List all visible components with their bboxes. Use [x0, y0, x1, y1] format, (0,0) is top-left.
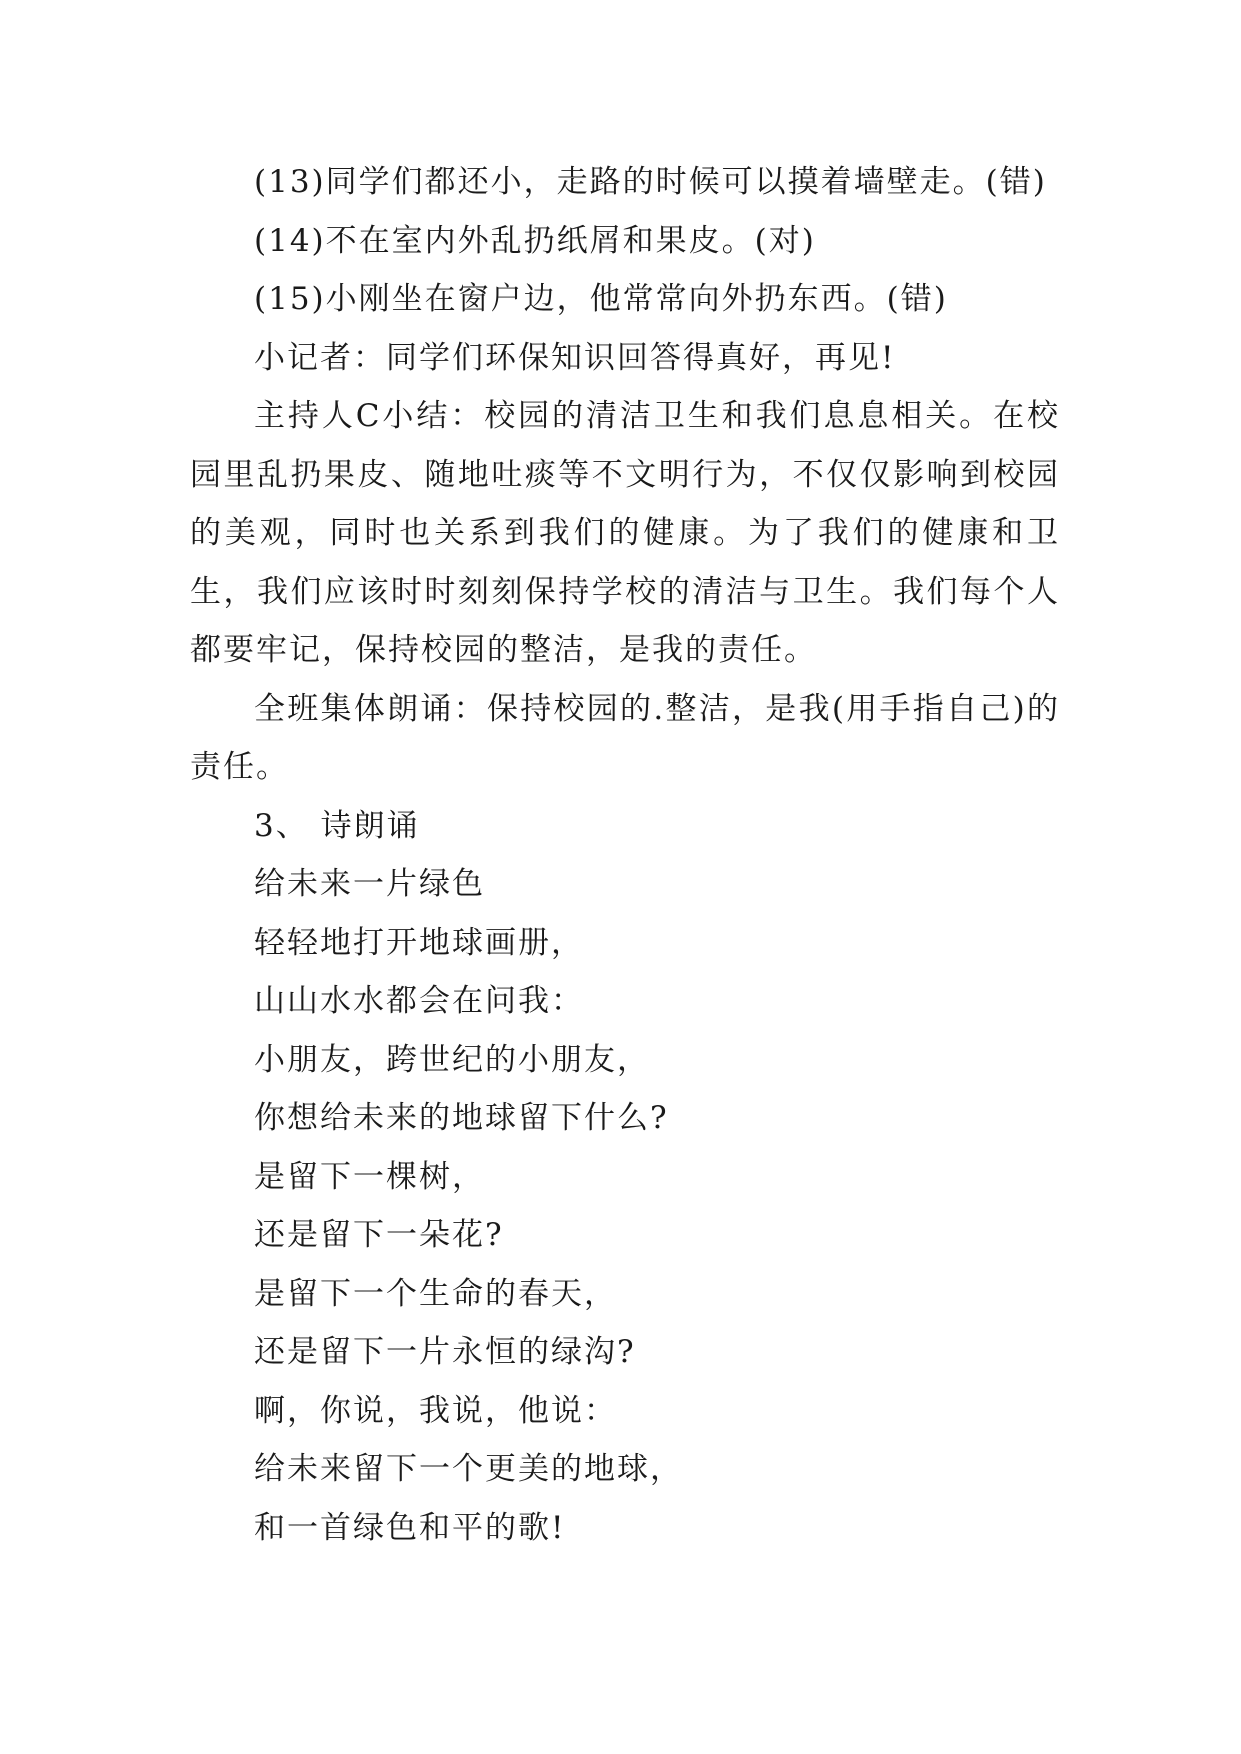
quiz-item-14: (14)不在室内外乱扔纸屑和果皮。(对) [254, 222, 816, 259]
document-body [190, 153, 1060, 1557]
poem-line: 是留下一个生命的春天， [254, 1275, 617, 1312]
poem-line: 啊，你说，我说，他说： [254, 1392, 617, 1429]
poem-line: 你想给未来的地球留下什么? [254, 1100, 669, 1136]
class-recital-paragraph: 全班集体朗诵：保持校园的.整洁，是我(用手指自己)的责任。 [190, 690, 1060, 785]
poem-line: 轻轻地打开地球画册， [254, 924, 584, 961]
poem-line: 给未来留下一个更美的地球， [254, 1451, 683, 1487]
poem-line: 和一首绿色和平的歌! [254, 1509, 566, 1546]
host-summary-paragraph: 主持人C小结：校园的清洁卫生和我们息息相关。在校园里乱扔果皮、随地吐痰等不文明行为，不仅仅影响到校园的美观，同时也关系到我们的健康。为了我们的健康和卫生，我们应该时时刻刻保持学校的清洁与卫生。我们每个人都要牢记，保持校园的整洁，是我的责任。 [190, 398, 1060, 668]
poem-line: 是留下一棵树， [254, 1158, 485, 1195]
poem-line: 还是留下一片永恒的绿沟? [254, 1334, 636, 1370]
poem-line: 山山水水都会在问我： [254, 983, 584, 1019]
quiz-item-15: (15)小刚坐在窗户边，他常常向外扔东西。(错) [254, 281, 948, 317]
quiz-item-13: (13)同学们都还小，走路的时候可以摸着墙壁走。(错) [254, 164, 1047, 200]
poem-title: 给未来一片绿色 [254, 866, 485, 902]
reporter-line: 小记者：同学们环保知识回答得真好，再见! [254, 339, 896, 376]
poem-line: 小朋友，跨世纪的小朋友， [254, 1041, 650, 1078]
poem-line: 还是留下一朵花? [254, 1217, 504, 1253]
section-heading: 3、 诗朗诵 [254, 807, 420, 844]
